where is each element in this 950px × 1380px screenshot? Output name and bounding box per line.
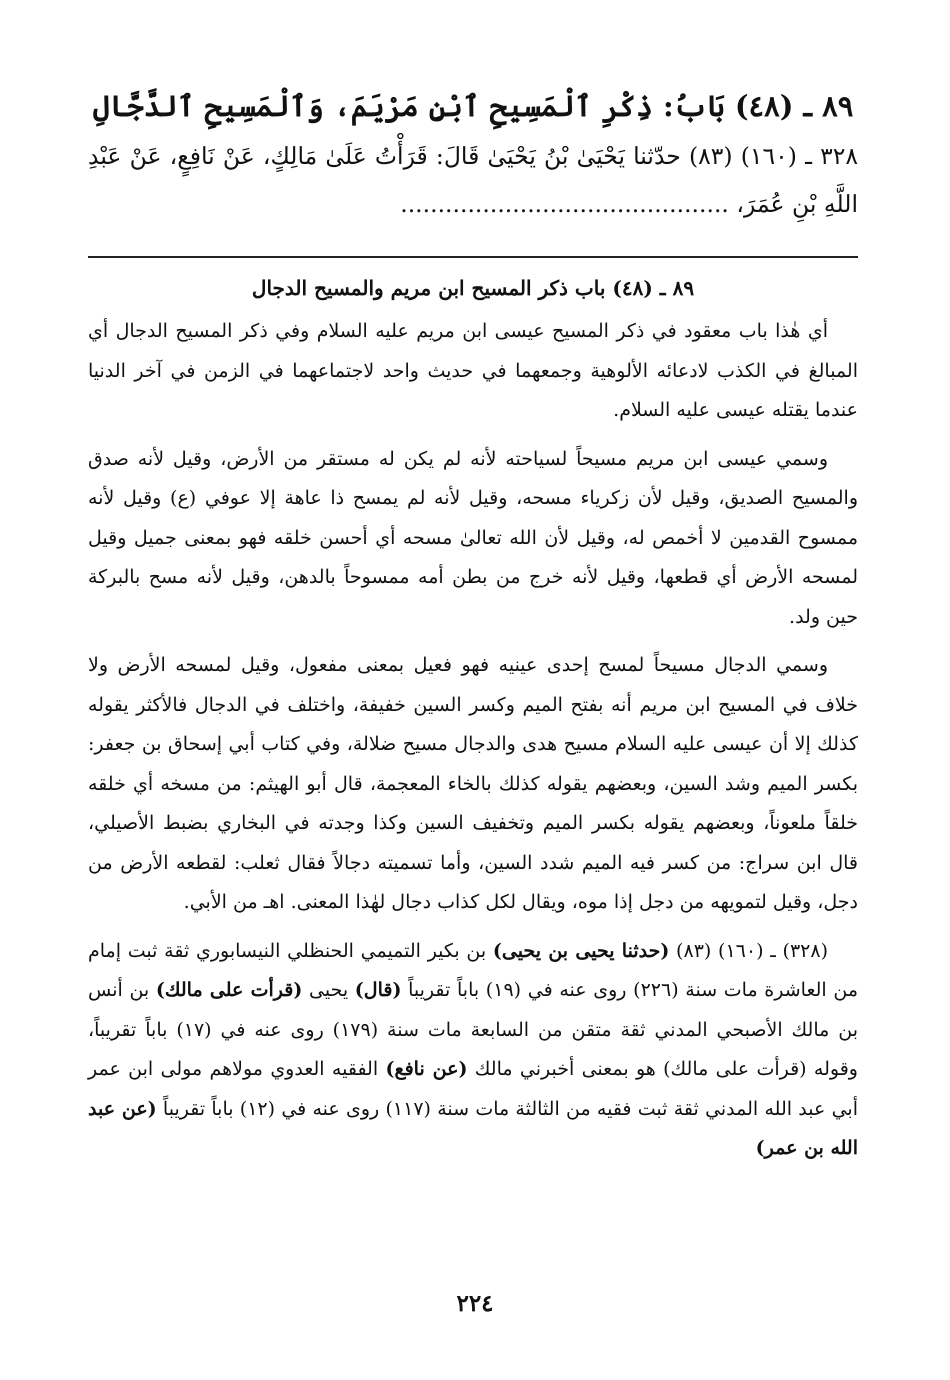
- narrator-bold: (قرأت على مالك): [155, 979, 303, 1001]
- hadith-ellipsis: ............................................: [400, 190, 729, 218]
- commentary-block: [88, 268, 858, 1169]
- hadith-block: [88, 80, 858, 228]
- hadith-isnad: ٣٢٨ ـ (١٦٠) (٨٣) حدّثنا يَحْيَىٰ بْنُ يَحْيَىٰ قَالَ: قَرَأْتُ عَلَىٰ مَالِكٍ، عَنْ نَافِعٍ، عَنْ عَبْدِ اللَّهِ بْنِ عُمَرَ،: [88, 142, 859, 218]
- isnad-text: الفقيه العدوي مولاهم مولى ابن عمر أبي عبد الله المدني ثقة ثبت فقيه من الثالثة مات سنة (١١٧) روى عنه في (١٢) باباً تقريباً: [88, 1058, 858, 1120]
- isnad-text: (٣٢٨) ـ (١٦٠) (٨٣): [669, 939, 828, 962]
- narrator-bold: (عن عبد الله بن عمر): [88, 1097, 858, 1159]
- commentary-paragraph-2: وسمي عيسى ابن مريم مسيحاً لسياحته لأنه لم يكن له مستقر من الأرض، وقيل لأنه صدق والمسيح الصديق، وقيل لأن زكرياء مسحه، وقيل لأنه لم يمسح ذا عاهة إلا عوفي (ع) وقيل لأنه ممسوح القدمين لا أخمص له، وقيل لأن الله تعالىٰ مسحه أي أحسن خلقه فهو بمعنى جميل وقيل لمسحه الأرض أي قطعها، وقيل لأنه خرج من بطن أمه ممسوحاً بالدهن، وقيل لأنه مسح بالبركة حين ولد.: [88, 447, 858, 628]
- narrator-bold: (عن نافع): [385, 1058, 468, 1080]
- section-divider: [88, 256, 858, 258]
- book-page: [88, 80, 858, 1340]
- isnad-text: يحيى: [302, 979, 355, 1001]
- commentary-paragraph-3: وسمي الدجال مسيحاً لمسح إحدى عينيه فهو فعيل بمعنى مفعول، وقيل لمسحه الأرض ولا خلاف في المسيح ابن مريم أنه بفتح الميم وكسر السين خفيفة، واختلف في الدجال فالأكثر يقوله كذلك إلا أن عيسى عليه السلام مسيح هدى والدجال مسيح ضلالة، وفي كتاب أبي إسحاق بن جعفر: بكسر الميم وشد السين، وبعضهم يقوله كذلك بالخاء المعجمة، قال أبو الهيثم: من مسخه أي خلقه خلقاً ملعوناً، وبعضهم يقوله بكسر الميم وتخفيف السين وكذا وجدته في البخاري بضبط الأصيلي، قال ابن سراج: من كسر فيه الميم شدد السين، وأما تسميته دجالاً فقال ثعلب: لقطعه الأرض من دجل، وقيل لتمويهه من دجل إذا موه، ويقال لكل كذاب دجال لهٰذا المعنى. اهـ من الأبي.: [88, 654, 858, 913]
- commentary-title: ٨٩ ـ (٤٨) باب ذكر المسيح ابن مريم والمسيح الدجال: [251, 276, 695, 300]
- isnad-text: بن أنس بن مالك الأصبحي المدني ثقة متقن من السابعة مات سنة (١٧٩) روى عنه في (١٧) باباً تقريباً، وقوله (قرأت على مالك) هو بمعنى أخبرني مالك: [88, 979, 858, 1080]
- hadith-text: [88, 132, 858, 228]
- commentary-paragraph-4: [88, 932, 858, 1169]
- narrator-bold: (قال): [354, 979, 402, 1001]
- page-number: ٢٢٤: [456, 1290, 494, 1317]
- commentary-paragraph-1: أي هٰذا باب معقود في ذكر المسيح عيسى ابن مريم عليه السلام وفي ذكر المسيح الدجال أي المبالغ في الكذب لادعائه الألوهية وجمعهما في حديث واحد لاجتماعهما في الزمن في آخر الدنيا عندما يقتله عيسى عليه السلام.: [88, 320, 858, 421]
- chapter-title: ٨٩ ـ (٤٨) بَابُ: ذِكْرِ ٱلْمَسِيحِ ٱبْنِ مَرْيَمَ، وَٱلْمَسِيحِ ٱلدَّجَّالِ: [92, 89, 854, 123]
- narrator-bold: (حدثنا يحيى بن يحيى): [492, 939, 670, 962]
- isnad-text: بن بكير التميمي الحنظلي النيسابوري ثقة ثبت إمام من العاشرة مات سنة (٢٢٦) روى عنه في (١٩) باباً تقريباً: [88, 939, 858, 1001]
